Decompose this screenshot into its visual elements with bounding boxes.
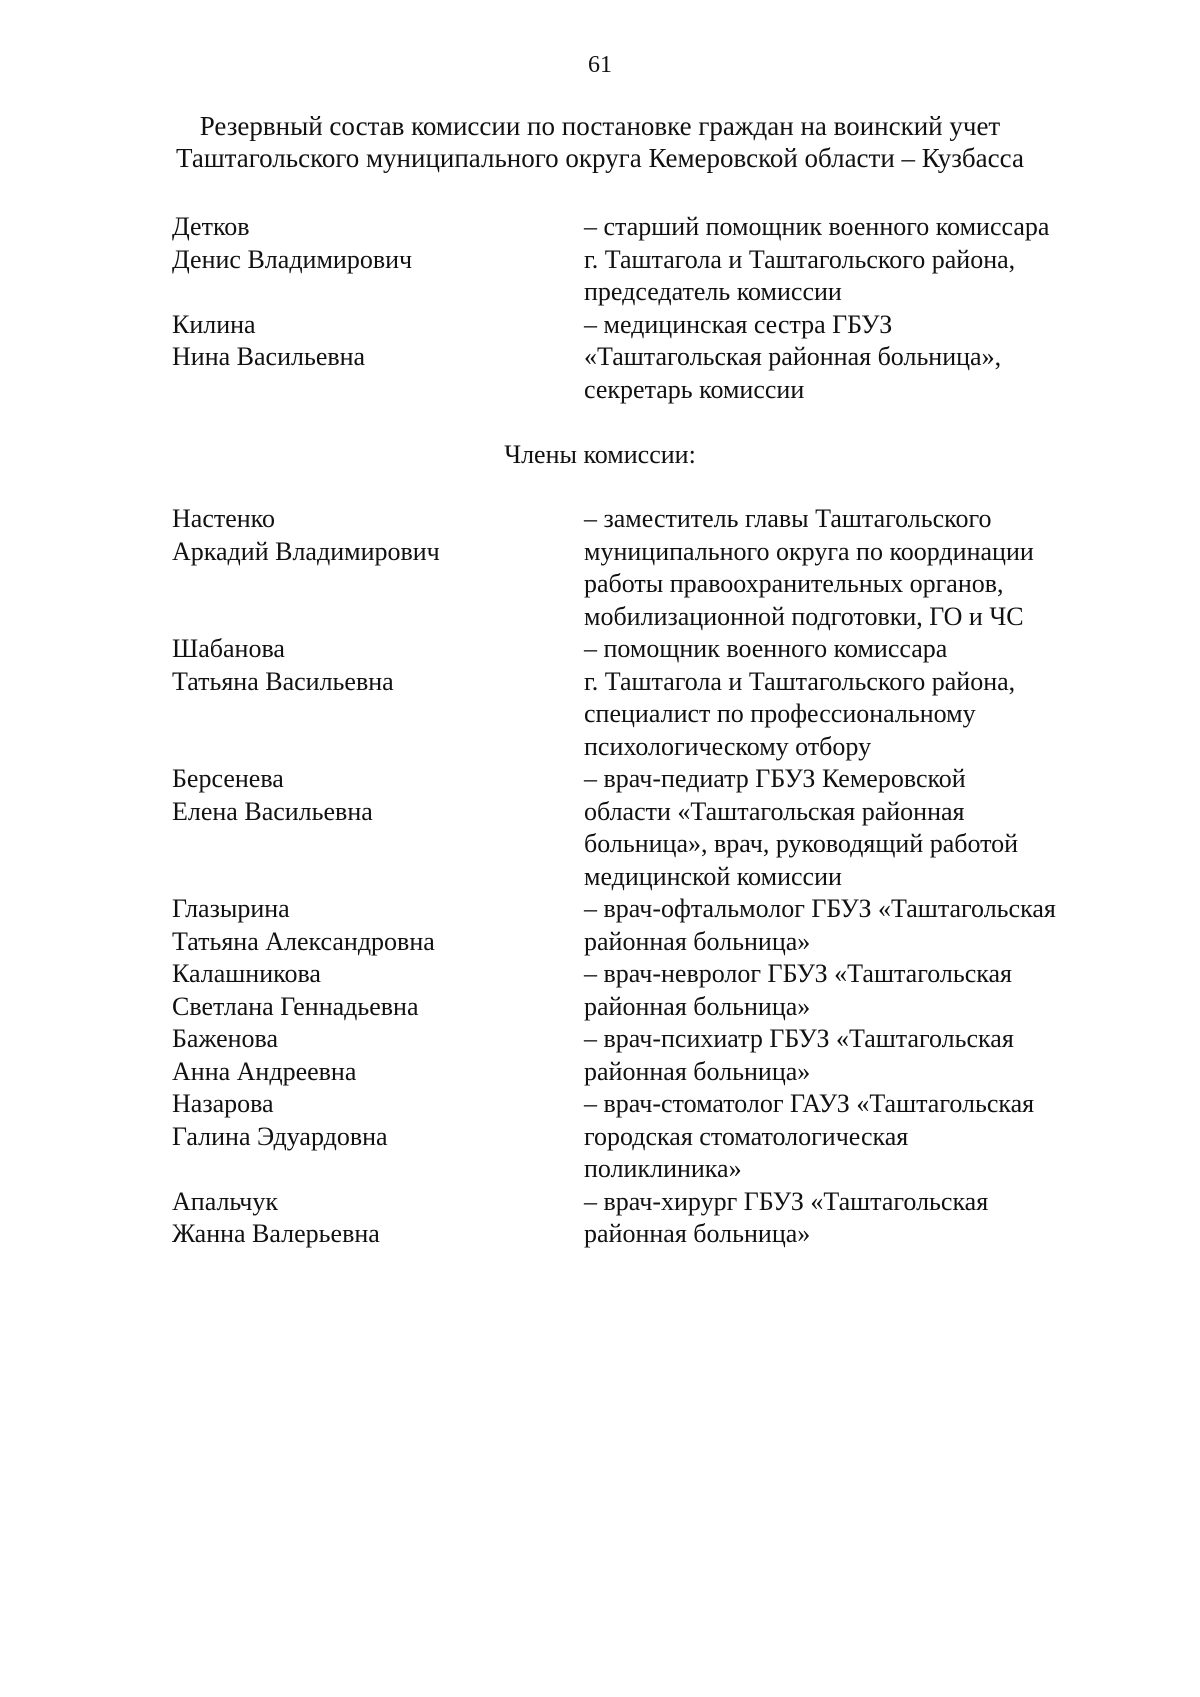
person-role	[584, 633, 1112, 763]
person-entry	[172, 763, 1112, 893]
person-name	[172, 1088, 584, 1186]
role-line: «Таштагольская районная больница»,	[584, 342, 1002, 371]
person-role	[584, 958, 1112, 1023]
person-name	[172, 1023, 584, 1088]
role-line: поликлиника»	[584, 1154, 742, 1183]
name-line: Настенко	[172, 504, 275, 533]
role-line: председатель комиссии	[584, 277, 842, 306]
name-line: Светлана Геннадьевна	[172, 991, 419, 1021]
person-role	[584, 763, 1112, 893]
role-line: – медицинская сестра ГБУЗ	[584, 309, 893, 339]
name-line: Анна Андреевна	[172, 1056, 357, 1086]
person-entry	[172, 1088, 1112, 1186]
name-line: Берсенева	[172, 764, 284, 793]
role-line: районная больница»	[584, 1056, 811, 1086]
person-name	[172, 211, 584, 309]
name-line: Татьяна Александровна	[172, 926, 435, 956]
person-entry	[172, 893, 1112, 958]
role-line: медицинской комиссии	[584, 861, 842, 891]
name-line: Аркадий Владимирович	[172, 536, 440, 566]
role-line: работы правоохранительных органов,	[584, 569, 1004, 598]
role-line: – помощник военного комиссара	[584, 634, 948, 663]
name-line: Детков	[172, 212, 250, 241]
name-line: Жанна Валерьевна	[172, 1219, 380, 1248]
title-line-1: Резервный состав комиссии по постановке граждан на воинский учет	[199, 111, 1001, 141]
role-line: – врач-офтальмолог ГБУЗ «Таштагольская	[584, 894, 1056, 923]
person-role	[584, 893, 1112, 958]
role-line: – врач-стоматолог ГАУЗ «Таштагольская	[584, 1089, 1035, 1118]
role-line: районная больница»	[584, 991, 811, 1021]
person-entry	[172, 633, 1112, 763]
role-line: секретарь комиссии	[584, 374, 805, 404]
person-role	[584, 211, 1112, 309]
person-entry	[172, 1186, 1112, 1251]
role-line: г. Таштагола и Таштагольского района,	[584, 666, 1016, 696]
document-title	[0, 110, 1200, 174]
name-line: Назарова	[172, 1089, 274, 1118]
role-line: городская стоматологическая	[584, 1121, 909, 1151]
name-line: Апальчук	[172, 1186, 279, 1216]
name-line: Шабанова	[172, 634, 285, 663]
role-line: районная больница»	[584, 926, 811, 956]
name-line: Галина Эдуардовна	[172, 1121, 388, 1151]
person-role	[584, 1088, 1112, 1186]
page-number: 61	[588, 52, 612, 78]
role-line: районная больница»	[584, 1219, 811, 1248]
person-name	[172, 503, 584, 633]
title-line-2: Таштагольского муниципального округа Кемеровской области – Кузбасса	[176, 143, 1024, 173]
person-entry	[172, 309, 1112, 407]
person-name	[172, 958, 584, 1023]
role-line: – врач-педиатр ГБУЗ Кемеровской	[584, 764, 966, 793]
name-line: Татьяна Васильевна	[172, 666, 394, 696]
person-entry	[172, 211, 1112, 309]
person-role	[584, 1186, 1112, 1251]
person-role	[584, 503, 1112, 633]
name-line: Калашникова	[172, 959, 321, 988]
members-list	[172, 503, 1112, 1251]
role-line: – врач-невролог ГБУЗ «Таштагольская	[584, 959, 1012, 988]
person-entry	[172, 503, 1112, 633]
person-role	[584, 1023, 1112, 1088]
role-line: г. Таштагола и Таштагольского района,	[584, 244, 1016, 274]
person-name	[172, 763, 584, 893]
role-line: – врач-психиатр ГБУЗ «Таштагольская	[584, 1024, 1014, 1053]
role-line: мобилизационной подготовки, ГО и ЧС	[584, 601, 1024, 631]
name-line: Килина	[172, 309, 256, 339]
members-heading: Члены комиссии:	[504, 440, 696, 469]
name-line: Нина Васильевна	[172, 342, 366, 371]
person-role	[584, 309, 1112, 407]
person-entry	[172, 1023, 1112, 1088]
name-line: Баженова	[172, 1024, 279, 1053]
role-line: – заместитель главы Таштагольского	[584, 504, 992, 533]
leaders-list	[172, 211, 1112, 406]
role-line: психологическому отбору	[584, 731, 872, 761]
person-name	[172, 633, 584, 763]
name-line: Денис Владимирович	[172, 244, 413, 274]
role-line: области «Таштагольская районная	[584, 796, 965, 826]
name-line: Глазырина	[172, 894, 290, 923]
name-line: Елена Васильевна	[172, 796, 373, 826]
person-entry	[172, 958, 1112, 1023]
role-line: специалист по профессиональному	[584, 699, 976, 728]
person-name	[172, 309, 584, 407]
role-line: – врач-хирург ГБУЗ «Таштагольская	[584, 1186, 989, 1216]
person-name	[172, 1186, 584, 1251]
role-line: – старший помощник военного комиссара	[584, 212, 1050, 241]
person-name	[172, 893, 584, 958]
role-line: муниципального округа по координации	[584, 536, 1034, 566]
role-line: больница», врач, руководящий работой	[584, 829, 1019, 858]
